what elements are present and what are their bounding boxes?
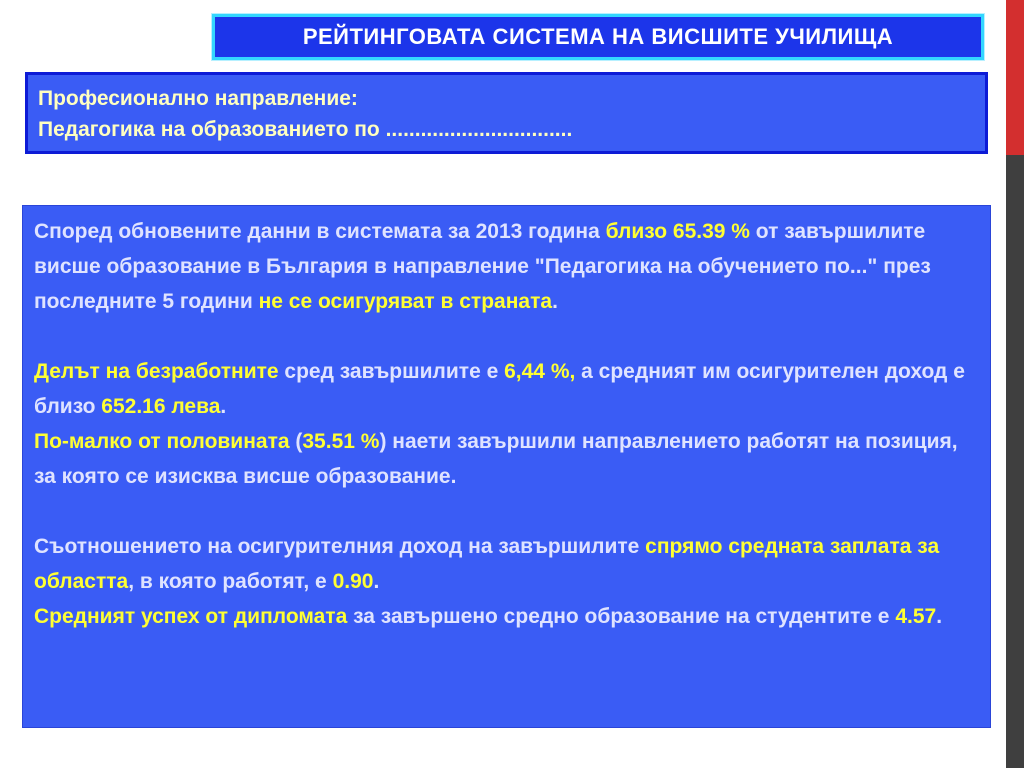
slide-title-box [212,14,984,60]
highlight-diploma-grade: Средният успех от дипломата [34,605,348,628]
text-segment: . [936,605,943,628]
text-segment: Съотношението на осигурителния доход на завършилите [34,535,646,558]
text-segment: от завършилите висше образование в България в направление "Педагогика на обучението по..." през последните 5 години [34,220,931,313]
text-segment: за завършено средно образование на студентите е [347,605,896,628]
highlight-grade-value: 4.57 [895,605,937,628]
text-segment: . [552,290,558,313]
text-segment: ) наети завършили направлението работят на позиция, за която се изисква висше образование. [34,430,958,488]
highlight-unemployment-rate: 6,44 %, [504,360,576,383]
text-segment: , в която работят, е [128,570,333,593]
direction-label: Професионално направление: [38,87,358,110]
professional-direction-box [25,72,988,154]
text-segment: а средният им осигурителен доход е близо [34,360,965,418]
highlight-not-insured: не се осигуряват в страната [258,290,553,313]
highlight-positions-percentage: 35.51 % [302,430,380,453]
side-accent-gray-segment [1006,155,1024,768]
highlight-percentage: близо 65.39 % [605,220,750,243]
spacer [34,319,980,354]
paragraph-income-ratio [34,529,980,599]
highlight-ratio: 0.90 [332,570,374,593]
direction-value: Педагогика на образованието по ................................ [38,118,573,141]
spacer [34,494,980,529]
paragraph-diploma-grade [34,599,980,634]
slide-title: РЕЙТИНГОВАТА СИСТЕМА НА ВИСШИТЕ УЧИЛИЩА [302,24,894,49]
text-segment: Според обновените данни в системата за 2013 година [34,220,606,243]
highlight-less-than-half: По-малко от половината [34,430,290,453]
paragraph-employment-abroad [34,214,980,319]
paragraph-unemployment [34,354,980,424]
highlight-unemployed-share: Делът на безработните [34,360,279,383]
highlight-regional-salary: спрямо средната заплата за областта [34,535,940,593]
text-segment: ( [289,430,303,453]
highlight-income: 652.16 лева [101,395,221,418]
side-accent-red-segment [1006,0,1024,155]
text-segment: сред завършилите е [278,360,505,383]
statistics-text-box [22,205,991,728]
text-segment: . [220,395,227,418]
paragraph-higher-ed-positions [34,424,980,494]
text-segment: . [373,570,380,593]
